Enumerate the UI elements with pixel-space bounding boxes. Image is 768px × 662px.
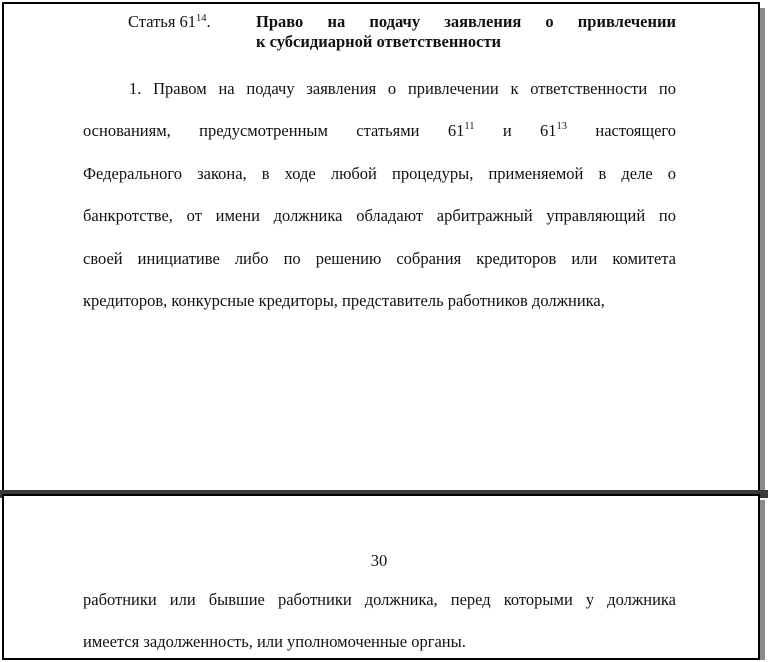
article-title-line-1: Право на подачу заявления о привлечении xyxy=(256,12,676,31)
paragraph-line xyxy=(83,121,676,141)
page-number: 30 xyxy=(370,551,388,570)
paragraph-text: основаниям, предусмотренным статьями 61 xyxy=(83,121,465,140)
paragraph-line: своей инициативе либо по решению собрания кредиторов или комитета xyxy=(83,249,676,268)
article-number xyxy=(128,12,211,32)
paragraph-line: имеется задолженность, или уполномоченные органы. xyxy=(83,632,466,651)
paragraph-line: работники или бывшие работники должника, перед которыми у должника xyxy=(83,590,676,609)
article-period: . xyxy=(206,12,211,31)
article-title-line-2: к субсидиарной ответственности xyxy=(256,32,502,51)
page-shadow xyxy=(760,500,765,660)
paragraph-line: банкротстве, от имени должника обладают арбитражный управляющий по xyxy=(83,206,676,225)
paragraph-text: и 61 xyxy=(474,121,557,140)
superscript: 13 xyxy=(556,121,568,132)
paragraph-text: настоящего xyxy=(567,121,676,140)
paragraph-line: Федерального закона, в ходе любой процедуры, применяемой в деле о xyxy=(83,164,676,183)
superscript: 11 xyxy=(464,121,475,132)
document-page-top xyxy=(2,2,760,492)
article-label: Статья 61 xyxy=(128,12,197,31)
paragraph-line: кредиторов, конкурсные кредиторы, представитель работников должника, xyxy=(83,291,605,310)
article-title xyxy=(256,12,676,52)
page-shadow xyxy=(760,8,765,492)
paragraph-line: 1. Правом на подачу заявления о привлечении к ответственности по xyxy=(129,79,676,98)
article-superscript: 14 xyxy=(196,13,207,24)
